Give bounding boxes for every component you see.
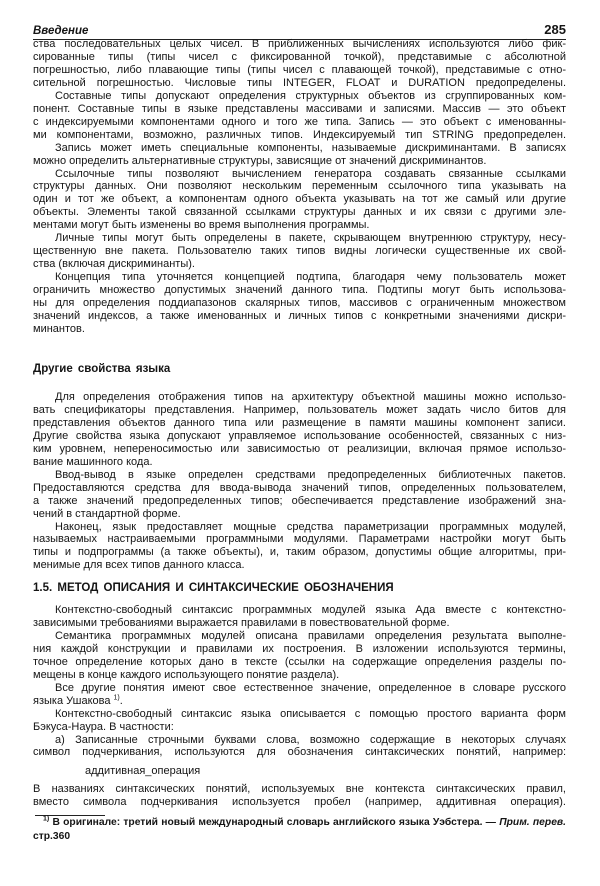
- text-line: типы и подпрограммы (а также объекты), и, таким образом, допустимы общие алгоритмы, при-: [33, 546, 566, 559]
- text-line: вать спецификаторы представления. Например, пользователь может задать число битов для: [33, 403, 566, 416]
- text-span: .: [119, 694, 123, 707]
- text-line: структуры данных. Они позволяют нескольким переменным ссылочного типа указывать на: [33, 180, 566, 193]
- text-line: ства (включая дискриминанты).: [33, 258, 195, 271]
- text-line: представления объектов данного типа или размещение в памяти машины компонент записи.: [33, 416, 566, 429]
- text-line: [33, 695, 566, 708]
- footnote-line: стр.360: [33, 830, 71, 842]
- page-number: 285: [544, 22, 566, 37]
- text-line: точное определение которых дано в тексте (ссылки на содержащие определения разделы по-: [33, 655, 566, 668]
- text-line: щественную вне пакета. Пользователю таких типов видны логически существенные их свой-: [33, 245, 566, 258]
- text-line: значений индексов, а также именованных и личных типов с конкретными значениями дискри-: [33, 310, 566, 323]
- text-line: Бэкуса-Наура. В частности:: [33, 720, 174, 733]
- text-line: Ввод-вывод в языке определен средствами предопределенных библиотечных пакетов.: [55, 468, 566, 481]
- text-line: Личные типы могут быть определены в пакете, скрывающем внутреннюю структуру, несу-: [55, 232, 566, 245]
- text-line: сительной погрешностью. Числовые типы INTEGER, FLOAT и DURATION предопределены.: [33, 76, 566, 89]
- text-line: называемых настраиваемыми программными модулями. Параметрами настройки могут быть: [33, 533, 566, 546]
- text-line: погрешностью, либо плавающие типы (типы чисел с плавающей точкой), представимые с отно-: [33, 63, 566, 76]
- footnote-text: В оригинале: третий новый международный словарь английского языка Уэбстера. —: [52, 817, 500, 828]
- text-line: Все другие понятия имеют свое естественное значение, определенное в словаре русского: [55, 681, 566, 694]
- text-line: понент. Составные типы в языке представлены массивами и записями. Массив — это объект: [33, 102, 566, 115]
- text-line: ким уровнем, непереносимостью или зависимостью от реализиции, включая прямое использо-: [33, 442, 566, 455]
- footnote-line: [33, 816, 566, 830]
- text-line: объекты. Элементы такой связанной ссылками структуры данных и их связи с другими эле-: [33, 206, 566, 219]
- text-line: Другие свойства языка допускают управляемое использование особенностей, связанных с низ-: [33, 429, 566, 442]
- text-line: ны для определения поддиапазонов скалярных типов, массивов с ограниченным множеством: [33, 297, 566, 310]
- section-heading-1-5: 1.5. МЕТОД ОПИСАНИЯ И СИНТАКСИЧЕСКИЕ ОБОЗНАЧЕНИЯ: [33, 582, 394, 594]
- translator-note: Прим. перев.: [499, 817, 567, 828]
- text-line: Семантика программных модулей описана правилами определения результата выполне-: [55, 629, 566, 642]
- text-line: минантов.: [33, 322, 85, 335]
- text-line: символ подчеркивания, используются для обозначения синтаксических понятий, например:: [33, 746, 566, 759]
- footnote-marker: 1): [43, 815, 50, 823]
- text-line: Для определения отображения типов на архитектуру объектной машины можно использо-: [55, 391, 566, 403]
- text-line: Предоставляются средства для ввода-вывода значений типов, определенных пользователем,: [33, 481, 566, 494]
- text-line: а также значений предопределенных типов; обеспечивается представление изображений зна-: [33, 494, 566, 507]
- text-line: один и тот же объект, а компонентам одного объекта указывать на тот же самый или другие: [33, 193, 566, 206]
- text-line: В названиях синтаксических понятий, используемых вне контекста синтаксических правил,: [33, 783, 566, 795]
- section-heading: Другие свойства языка: [33, 363, 171, 375]
- footnote-reference: 1): [113, 694, 120, 702]
- text-line: а) Записанные строчными буквами слова, возможно содержащие в некоторых случаях: [55, 733, 566, 746]
- text-line: Наконец, язык предоставляет мощные средства параметризации программных модулей,: [55, 520, 566, 533]
- text-line: вместо символа подчеркивания используется пробел (например, аддитивная операция).: [33, 795, 566, 808]
- chapter-title: Введение: [33, 25, 89, 37]
- text-line: ния каждой конструкции и правилами их построения. В изложении используются термины,: [33, 642, 566, 655]
- text-line: Ссылочные типы позволяют вычислением генератора создавать связанные ссылками: [55, 167, 566, 180]
- text-line: можно определить альтернативные структуры, зависящие от значений дискриминантов.: [33, 154, 487, 167]
- text-line: ства последовательных целых чисел. В приближенных вычислениях используются либо фик-: [33, 38, 566, 50]
- text-line: ментами могут быть изменены во время выполнения программы.: [33, 219, 370, 232]
- text-block-other-properties: [33, 391, 566, 572]
- text-line: Составные типы допускают определения структурных объектов из сгруппированных ком-: [55, 89, 566, 102]
- text-line: зависимыми требованиями выражается правилами в повествовательной форме.: [33, 616, 450, 629]
- text-block-names: [33, 783, 566, 809]
- text-line: ми компонентами, возможно, различных типов. Индексируемый тип STRING предопределен.: [33, 128, 566, 141]
- text-line: Запись может иметь специальные компоненты, называемые дискриминантами. В записях: [55, 141, 566, 154]
- text-line: сированные типы (типы чисел с фиксированной точкой), представимые с абсолютной: [33, 50, 566, 63]
- text-block-types: [33, 38, 566, 336]
- text-line: менимые для всех типов данного класса.: [33, 559, 245, 572]
- text-line: Контекстно-свободный синтаксис программных модулей языка Ада вместе с контекстно-: [55, 604, 566, 616]
- text-span: языка Ушакова: [33, 694, 111, 707]
- syntax-example: аддитивная_операция: [85, 765, 201, 777]
- text-line: с индексируемыми компонентами одного и того же типа. Запись — это объект с именованны-: [33, 115, 566, 128]
- text-line: вание машинного кода.: [33, 455, 153, 468]
- text-line: Концепция типа уточняется концепцией подтипа, благодаря чему пользователь может: [55, 271, 566, 284]
- text-line: ограничить множество допустимых значений данного типа. Подтипы могут быть использова-: [33, 284, 566, 297]
- text-line: Контекстно-свободный синтаксис языка описывается с помощью простого варианта форм: [55, 707, 566, 720]
- footnote: [33, 816, 566, 843]
- text-line: мещены в конце каждого использующего понятие раздела).: [33, 668, 340, 681]
- text-block-syntax: [33, 604, 566, 759]
- text-line: чений в стандартной форме.: [33, 507, 181, 520]
